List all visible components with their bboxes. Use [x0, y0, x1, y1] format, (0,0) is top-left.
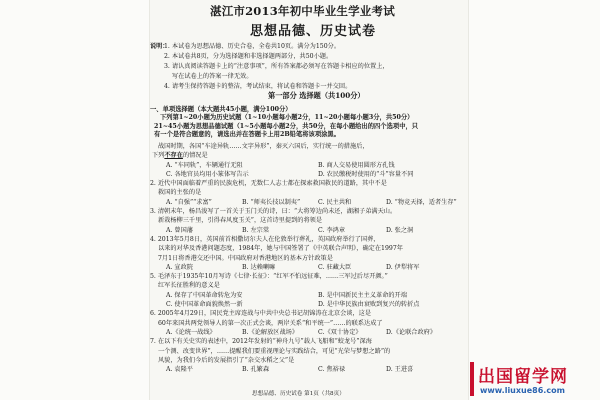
question-line: 2. 近代中国面临着严重的民族危机，无数仁人志士都在探索救国救民的道路，其中不是 [150, 180, 387, 188]
question-line: 一个测、改变世界”，……提醒我们要重视理论与实践结合，可见“光荣与梦想之路”的 [158, 347, 391, 355]
instruction-line: 有一个是符合题意的，请选出并在答题卡上用2B铅笔将该项涂黑。 [154, 131, 341, 139]
answer-option: D. 农民缴税时使用的“斗”容量不同 [318, 170, 414, 178]
question-line: 救国的主张的是 [158, 189, 202, 197]
answer-options-row [150, 263, 468, 272]
answer-options-row [150, 300, 468, 309]
answer-options-row [150, 198, 468, 207]
question-line: 以来的对华及香港问题态度，1984年，她与中国签署了《中英联合声明》，确定在1997年 [158, 245, 403, 253]
answer-option: C. 各地官员均用小篆体写告示 [166, 170, 249, 178]
answer-option: B. 孔繁森 [242, 366, 270, 374]
answer-option: D. 王进喜 [386, 366, 414, 374]
notes-item: 3. 请认真阅读答题卡上的“注意事项”，所有答案都必须写在答题卡相应的位置上， [164, 63, 389, 70]
watermark-logo: 出国留学网 [478, 367, 568, 387]
answer-option: C. 使中国革命面貌焕然一新 [166, 301, 243, 309]
answer-option: B. 达赖喇嘛 [242, 263, 276, 271]
answer-option: B. “师夷长技以制夷” [242, 198, 301, 206]
section-heading: 一、单项选择题（本大题共45小题，满分100分） [150, 106, 292, 113]
answer-options-row [150, 226, 468, 235]
question-line: 风貌，为我们今后的发展指引了“杂交水稻之父”是 [158, 356, 295, 364]
instruction-line: 下列第1~20小题为历史试题（1~10小题每小题2分，11~20小题每小题3分，共50分） [160, 114, 414, 121]
answer-option: C.《双十协定》 [318, 328, 362, 336]
exam-sheet [150, 0, 468, 400]
watermark-url: www.liuxue86.com [480, 386, 565, 395]
answer-option: A. 保存了中国革命转危为安 [166, 291, 243, 299]
question-line: 3. 清朝末年，杨昌浚写了一首关于玉门关的诗，曰：“大将筹边尚未还，湖湘子弟满天山。 [150, 208, 397, 216]
notes-item: 1. 本试卷为思想品德、历史合卷，全卷共10页。满分为150分。 [164, 43, 341, 50]
exam-subtitle: 思想品德、历史试卷 [250, 24, 377, 39]
answer-option: C. 民主共和 [318, 198, 352, 206]
answer-option: B.《论解放区战场》 [242, 328, 299, 336]
part-heading: 第一部分 选择题（共100分） [268, 91, 365, 100]
question-line: 新栽杨柳三千里，引得春风度玉关”，这首诗里提到的将领是 [158, 217, 323, 225]
answer-option: C. 焦裕禄 [318, 366, 346, 374]
answer-option: B. 是中国新民主主义革命的开端 [318, 291, 407, 299]
question-line: 4. 2013年5月8日，英国前首相撒切尔夫人在伦敦举行葬礼，英国政府举行了国葬， [150, 235, 380, 243]
answer-option: D. 伊犁将军 [386, 263, 420, 271]
answer-option: A. 袁隆平 [166, 366, 193, 374]
answer-option: A. 曾国藩 [166, 226, 193, 234]
answer-options-row [150, 161, 468, 170]
answer-option: B. 商人交易使用圆形方孔钱 [318, 161, 395, 169]
answer-option: A. 宣政院 [166, 263, 193, 271]
notes-row-3 [150, 62, 468, 72]
question-list [150, 142, 468, 374]
answer-option: B. 左宗棠 [242, 226, 270, 234]
answer-options-row [150, 328, 468, 337]
answer-option: D. 张之洞 [386, 226, 414, 234]
answer-option: A. “车同轨”，车辆通行无阻 [166, 161, 243, 169]
notes-item: 2. 本试卷共8页，分为选择题和非选择题两部分，共50小题。 [164, 53, 333, 60]
question-line: 60年来国共两党领导人的第一次正式会谈，两岸关系“和平统一”……的联系达成了 [158, 319, 383, 327]
section-instructions [154, 114, 466, 140]
answer-option: A. “自强”“求富” [166, 198, 212, 206]
watermark-bar-icon [470, 360, 476, 398]
question-line: 7. 在以下有关史实的表述中，2012年发射的“神舟九号”载人飞船和“蛟龙号”深海 [150, 338, 372, 346]
answer-option: A.《论统一战线》 [166, 328, 216, 336]
instructions-notes [150, 42, 468, 92]
answer-options-row [150, 170, 468, 179]
question-line: 5. 毛泽东于1935年10月写诗《七律·长征》：“红军不怕远征难，……三军过后尽开颜。” [150, 273, 388, 281]
answer-option: C. 驻藏大臣 [318, 263, 352, 271]
instruction-line: 21~45小题为思想品德试题（1~5小题每小题2分，共50分，在每小题给出的四个选项中，只 [154, 122, 419, 130]
question-line: 红军长征胜利的意义是 [158, 282, 220, 290]
answer-option: D. “物竞天择，适者生存” [386, 198, 457, 206]
notes-row-1 [150, 42, 468, 52]
notes-row-2 [150, 52, 468, 62]
question-line: 6. 2005年4月29日，国民党主席连战与中共中央总书记胡锦涛在北京会谈，这是 [150, 310, 372, 318]
answer-options-row [150, 291, 468, 300]
question-line: 7月1日将香港交还中国。中国政府对香港地区的基本方针政策是 [158, 254, 333, 262]
exam-title: 湛江市2013年初中毕业生学业考试 [210, 4, 395, 18]
notes-label: 说明： [150, 43, 169, 50]
page-footer: 思想品德、历史试卷 第1页（共8页） [252, 391, 345, 397]
notes-row-4 [150, 72, 468, 82]
answer-option: C. 李鸿章 [318, 226, 346, 234]
answer-options-row [150, 365, 468, 374]
question-line: 下列不存在的情况是 [152, 152, 208, 160]
notes-item: 4. 请考生保持答题卡的整洁，考试结束，将试卷和答题卡一并交回。 [164, 83, 352, 90]
answer-option: D.《论联合政府》 [386, 328, 437, 336]
watermark [470, 360, 600, 400]
notes-item: 写在试卷上的答案一律无效。 [172, 73, 253, 80]
answer-option: D. 是中华民族由衰败到复兴的转折点 [318, 301, 420, 309]
question-line: 战国时期，各国“车途异轨……文字异形”，秦灭六国后，实行统一的措施后， [158, 143, 369, 150]
